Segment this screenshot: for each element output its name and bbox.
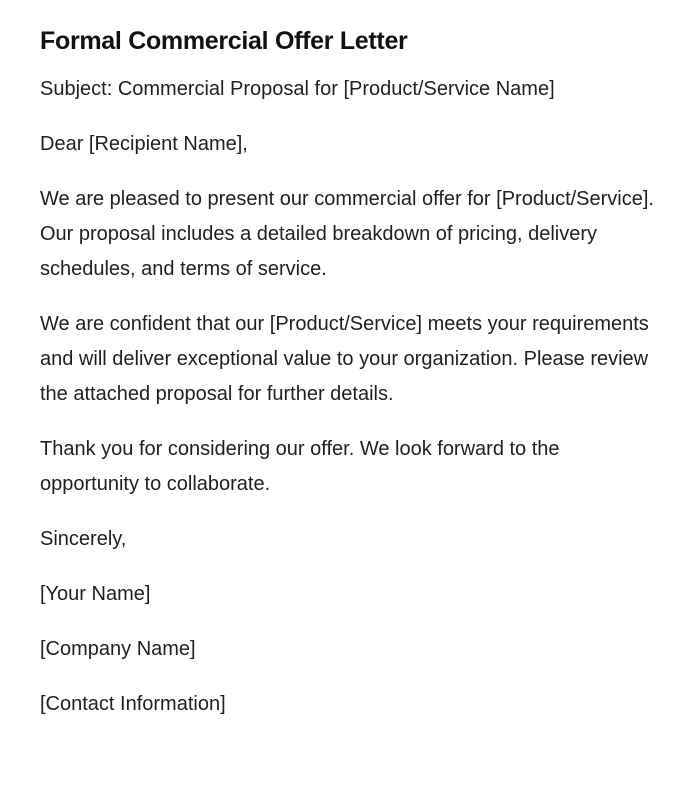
- signature-contact-information: [Contact Information]: [40, 693, 226, 715]
- letter-closing: Sincerely,: [40, 528, 127, 550]
- letter-subject: Subject: Commercial Proposal for [Product/Service Name]: [40, 78, 555, 100]
- signature-your-name: [Your Name]: [40, 583, 151, 605]
- signature-company-name: [Company Name]: [40, 638, 196, 660]
- letter-body-paragraph-1: We are pleased to present our commercial offer for [Product/Service]. Our proposal includes a detailed breakdown of pricing, delivery schedules, and terms of service.: [40, 188, 654, 280]
- letter-salutation: Dear [Recipient Name],: [40, 133, 248, 155]
- letter-body-paragraph-3: Thank you for considering our offer. We look forward to the opportunity to collaborate.: [40, 438, 560, 495]
- letter-title: Formal Commercial Offer Letter: [40, 27, 408, 55]
- letter-body-paragraph-2: We are confident that our [Product/Service] meets your requirements and will deliver exceptional value to your organization. Please review the attached proposal for further details.: [40, 313, 649, 405]
